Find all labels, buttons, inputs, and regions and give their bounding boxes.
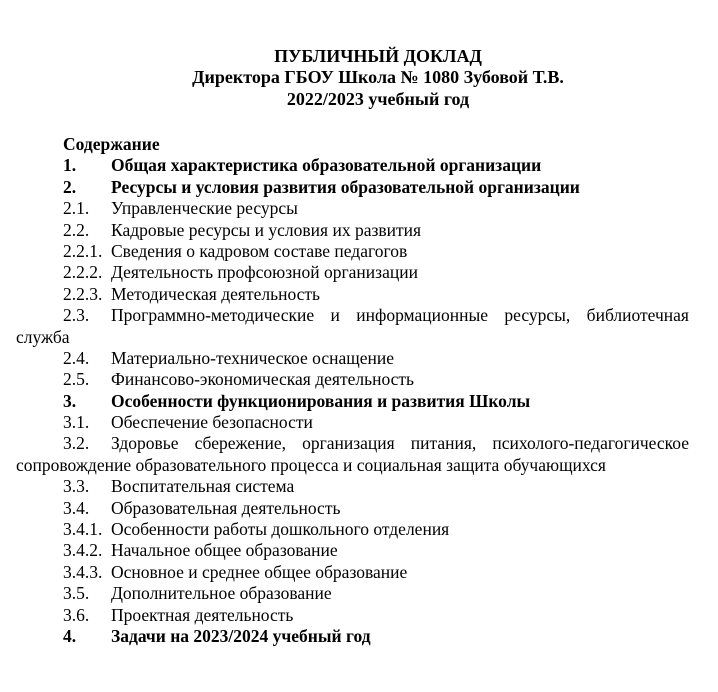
toc-item-text: Общая характеристика образовательной организации <box>111 155 542 176</box>
toc-item-text: Обеспечение безопасности <box>111 412 313 433</box>
toc-item-number: 3. <box>63 390 77 411</box>
toc-item-text: Особенности функционирования и развития Школы <box>111 390 531 411</box>
toc-item-text: Задачи на 2023/2024 учебный год <box>111 625 371 646</box>
toc-item <box>16 262 689 283</box>
toc-item-number: 3.2. <box>63 433 90 454</box>
toc-item-text: Сведения о кадровом составе педагогов <box>111 240 408 261</box>
document-title <box>38 46 718 110</box>
toc-item-text: Проектная деятельность <box>111 604 294 625</box>
toc-item-text: Материально-техническое оснащение <box>111 347 394 368</box>
toc-item-number: 3.1. <box>63 412 90 433</box>
toc-item-number: 3.5. <box>63 583 90 604</box>
toc-item-text: Управленческие ресурсы <box>111 198 298 219</box>
toc-item <box>16 540 689 561</box>
toc-item-number: 2.2. <box>63 219 90 240</box>
toc-item <box>16 198 689 219</box>
toc-heading: Содержание <box>63 134 160 154</box>
toc-item <box>16 519 689 540</box>
toc-item-text: Ресурсы и условия развития образовательной организации <box>111 176 580 197</box>
toc-item-number: 2.2.1. <box>63 240 103 261</box>
toc-item-number: 2.1. <box>63 198 90 219</box>
toc-item-number: 3.3. <box>63 476 90 497</box>
toc-item <box>16 562 689 583</box>
toc-item <box>16 284 689 305</box>
toc-item-number: 1. <box>63 155 77 176</box>
toc-item-number: 3.6. <box>63 604 90 625</box>
toc-item-number: 2.4. <box>63 347 90 368</box>
toc-item-number: 2.3. <box>63 305 90 326</box>
toc-item-text: Деятельность профсоюзной организации <box>111 262 418 283</box>
toc-item <box>16 220 689 241</box>
toc-item-number: 2.2.2. <box>63 262 103 283</box>
toc-item-text: Особенности работы дошкольного отделения <box>111 519 450 540</box>
title-line-director: Директора ГБОУ Школа № 1080 Зубовой Т.В. <box>192 67 564 88</box>
toc-item <box>16 498 689 519</box>
toc-item <box>16 391 689 412</box>
toc-item <box>16 305 689 326</box>
toc-item <box>16 155 689 176</box>
toc-item-number: 2.2.3. <box>63 283 103 304</box>
toc-item-text: Образовательная деятельность <box>111 497 341 518</box>
toc-item <box>16 348 689 369</box>
toc-item <box>16 476 689 497</box>
toc-item <box>16 369 689 390</box>
toc-item-number: 2.5. <box>63 369 90 390</box>
title-line-report: ПУБЛИЧНЫЙ ДОКЛАД <box>274 46 482 66</box>
toc-item <box>16 433 689 454</box>
toc-item <box>16 177 689 198</box>
toc-item-number: 2. <box>63 176 77 197</box>
toc-item <box>16 605 689 626</box>
toc-item-number: 3.4.2. <box>63 540 103 561</box>
toc-item <box>16 626 689 647</box>
toc-item-text-continuation: сопровождение образовательного процесса и социальная защита обучающихся <box>16 454 606 475</box>
toc-item <box>16 583 689 604</box>
toc-item-text: Начальное общее образование <box>111 540 338 561</box>
toc-item-text: Основное и среднее общее образование <box>111 561 408 582</box>
toc-item-text-continuation: служба <box>16 326 70 347</box>
toc-item-text: Дополнительное образование <box>111 583 332 604</box>
table-of-contents <box>16 134 689 647</box>
title-line-year: 2022/2023 учебный год <box>286 88 470 109</box>
toc-item-text: Воспитательная система <box>111 476 295 497</box>
toc-item-number: 3.4.3. <box>63 561 103 582</box>
toc-item-text: Методическая деятельность <box>111 283 321 304</box>
toc-item-text: Программно-методические и информационные ресурсы, библиотечная <box>111 305 689 326</box>
toc-item-text: Финансово-экономическая деятельность <box>111 369 415 390</box>
toc-item-number: 3.4. <box>63 497 90 518</box>
toc-item-number: 3.4.1. <box>63 519 103 540</box>
toc-item-text: Здоровье сбережение, организация питания, психолого-педагогическое <box>111 433 689 454</box>
toc-item <box>16 241 689 262</box>
toc-item-number: 4. <box>63 625 77 646</box>
toc-item <box>16 412 689 433</box>
toc-item-text: Кадровые ресурсы и условия их развития <box>111 219 422 240</box>
